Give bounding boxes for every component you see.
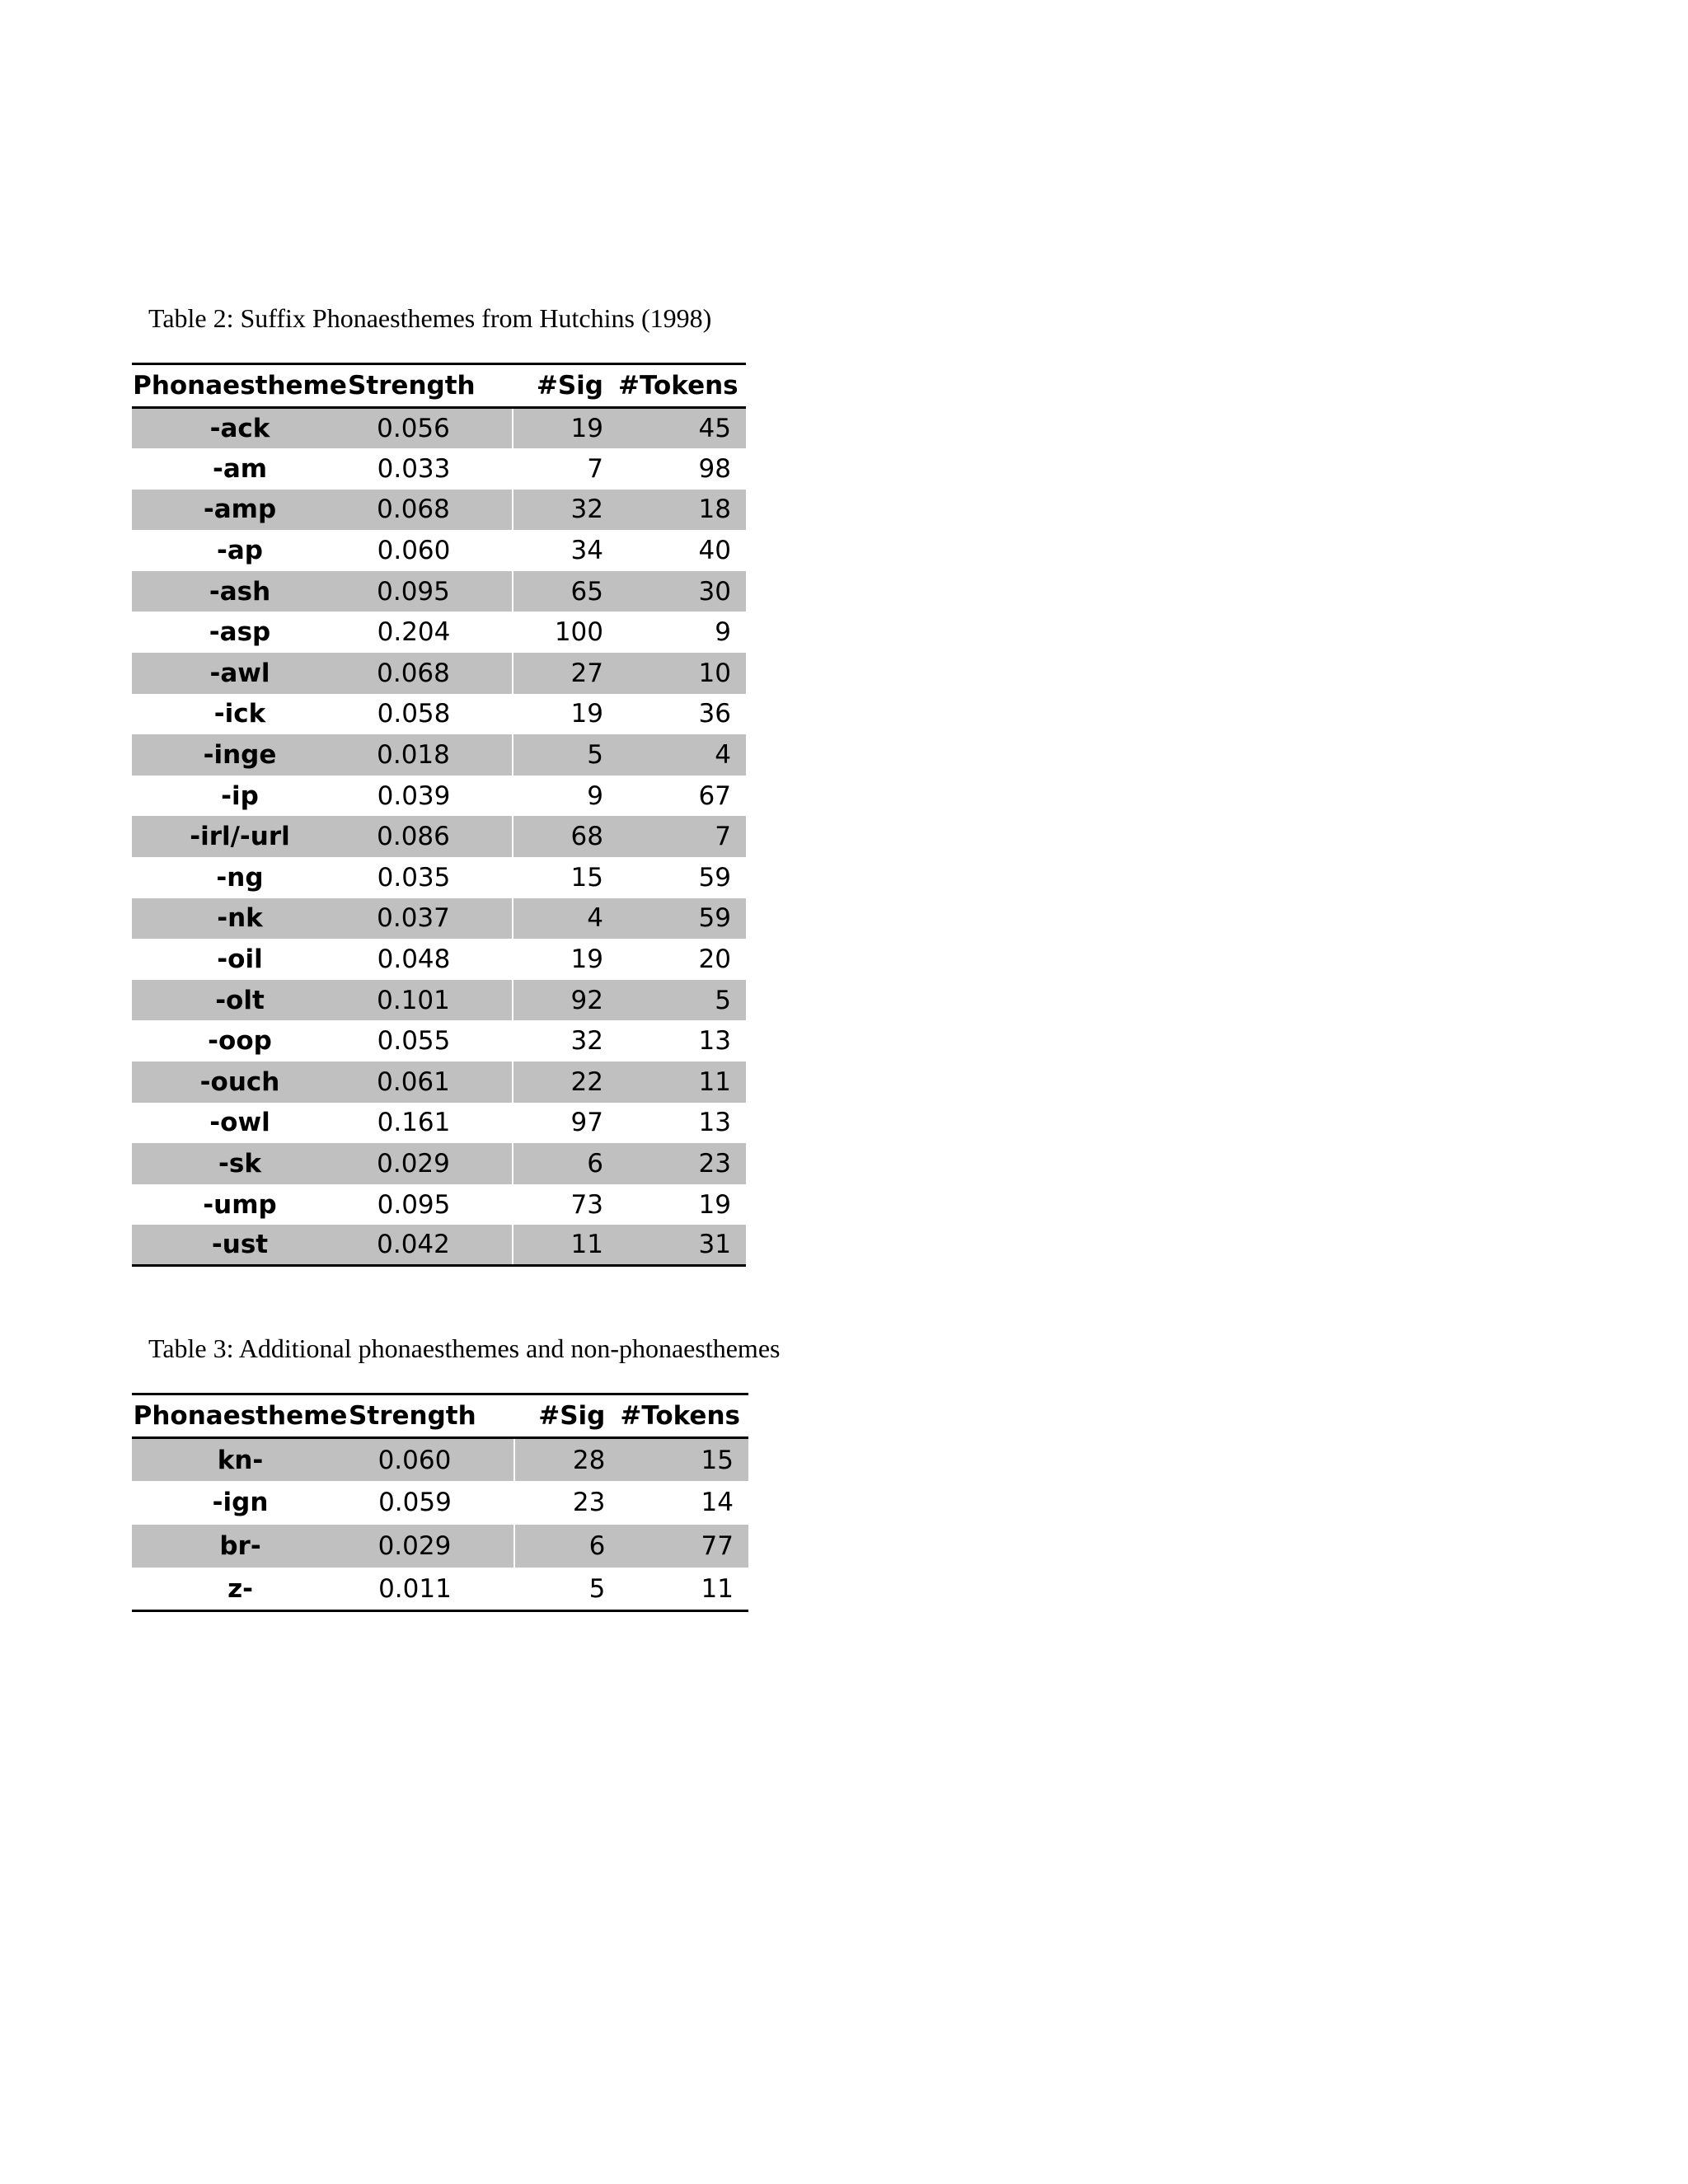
table-row: [132, 1525, 748, 1568]
cell-sig: 4: [513, 898, 618, 940]
cell-tokens: 18: [618, 490, 746, 531]
cell-strength: 0.039: [377, 780, 451, 811]
table-row: [132, 694, 746, 735]
cell-tokens: 59: [698, 862, 731, 893]
cell-tokens: 13: [698, 1026, 731, 1057]
cell-strength: 0.018: [348, 734, 513, 776]
cell-sig: 100: [554, 617, 603, 648]
cell-sig: 65: [513, 571, 618, 612]
cell-tokens: 11: [701, 1573, 734, 1604]
cell-strength: 0.058: [377, 699, 451, 729]
cell-tokens: 40: [698, 536, 731, 566]
cell-sig: 15: [570, 862, 603, 893]
table-header-row: [132, 364, 746, 408]
cell-phonaestheme: -oil: [217, 944, 263, 975]
table-row: [132, 653, 746, 694]
cell-phonaestheme: -irl/-url: [132, 816, 348, 857]
table-row: [132, 939, 746, 980]
cell-phonaestheme: kn-: [132, 1438, 349, 1482]
cell-sig: 9: [587, 780, 603, 811]
header-sig: #Sig: [538, 1401, 606, 1431]
cell-tokens: 30: [618, 571, 746, 612]
cell-tokens: 9: [715, 617, 731, 648]
table-3: [132, 1393, 748, 1612]
table-row: [132, 490, 746, 531]
cell-sig: 34: [570, 536, 603, 566]
table-row: [132, 1020, 746, 1062]
cell-sig: 19: [513, 408, 618, 449]
cell-tokens: 11: [618, 1062, 746, 1103]
cell-sig: 6: [513, 1143, 618, 1184]
cell-tokens: 5: [618, 980, 746, 1021]
cell-sig: 5: [588, 1573, 606, 1604]
table-2-caption: Table 2: Suffix Phonaesthemes from Hutchins (1998): [148, 303, 712, 333]
cell-phonaestheme: -sk: [132, 1143, 348, 1184]
cell-strength: 0.029: [349, 1525, 514, 1568]
cell-strength: 0.035: [377, 862, 451, 893]
cell-tokens: 23: [618, 1143, 746, 1184]
cell-tokens: 31: [618, 1225, 746, 1266]
table-row: [132, 776, 746, 817]
header-phonaestheme: Phonaestheme: [133, 371, 347, 401]
cell-tokens: 59: [618, 898, 746, 940]
cell-strength: 0.061: [348, 1062, 513, 1103]
cell-strength: 0.068: [348, 653, 513, 694]
header-tokens: #Tokens: [618, 371, 738, 401]
table-row: [132, 734, 746, 776]
cell-sig: 6: [514, 1525, 621, 1568]
header-tokens: #Tokens: [620, 1401, 740, 1431]
cell-tokens: 77: [620, 1525, 748, 1568]
cell-strength: 0.037: [348, 898, 513, 940]
header-phonaestheme: Phonaestheme: [133, 1401, 348, 1431]
cell-strength: 0.056: [348, 408, 513, 449]
table-row: [132, 1438, 748, 1482]
table-row: [132, 408, 746, 449]
cell-sig: 22: [513, 1062, 618, 1103]
cell-phonaestheme: -ack: [132, 408, 348, 449]
cell-phonaestheme: -awl: [132, 653, 348, 694]
cell-strength: 0.059: [378, 1488, 452, 1518]
cell-sig: 32: [570, 1026, 603, 1057]
header-strength: Strength: [348, 371, 476, 401]
cell-tokens: 45: [618, 408, 746, 449]
table-row: [132, 857, 746, 898]
cell-phonaestheme: br-: [132, 1525, 349, 1568]
cell-sig: 73: [570, 1189, 603, 1220]
cell-phonaestheme: z-: [227, 1573, 253, 1604]
table-row: [132, 612, 746, 653]
table-row: [132, 898, 746, 940]
cell-strength: 0.048: [377, 944, 451, 975]
cell-strength: 0.033: [377, 453, 451, 484]
cell-phonaestheme: -ng: [216, 862, 264, 893]
cell-strength: 0.095: [377, 1189, 451, 1220]
table-row: [132, 1568, 748, 1611]
table-row: [132, 816, 746, 857]
cell-sig: 68: [513, 816, 618, 857]
cell-strength: 0.068: [348, 490, 513, 531]
table-row: [132, 1062, 746, 1103]
cell-sig: 23: [572, 1488, 606, 1518]
cell-strength: 0.095: [348, 571, 513, 612]
cell-phonaestheme: -am: [212, 453, 268, 484]
cell-tokens: 67: [698, 780, 731, 811]
cell-phonaestheme: -asp: [209, 617, 271, 648]
cell-tokens: 20: [698, 944, 731, 975]
cell-sig: 19: [570, 699, 603, 729]
cell-phonaestheme: -ouch: [132, 1062, 348, 1103]
cell-sig: 19: [570, 944, 603, 975]
table-3-caption: Table 3: Additional phonaesthemes and non-phonaesthemes: [148, 1333, 781, 1363]
cell-strength: 0.204: [377, 617, 451, 648]
cell-strength: 0.029: [348, 1143, 513, 1184]
cell-phonaestheme: -ick: [213, 699, 266, 729]
cell-sig: 28: [514, 1438, 621, 1482]
cell-tokens: 4: [618, 734, 746, 776]
cell-tokens: 14: [701, 1488, 734, 1518]
table-row: [132, 448, 746, 490]
cell-tokens: 7: [618, 816, 746, 857]
cell-sig: 27: [513, 653, 618, 694]
cell-sig: 7: [587, 453, 603, 484]
header-sig: #Sig: [536, 371, 603, 401]
cell-strength: 0.042: [348, 1225, 513, 1266]
cell-sig: 32: [513, 490, 618, 531]
cell-sig: 5: [513, 734, 618, 776]
cell-strength: 0.101: [348, 980, 513, 1021]
cell-phonaestheme: -ump: [203, 1189, 277, 1220]
table-row: [132, 980, 746, 1021]
cell-phonaestheme: -ust: [132, 1225, 348, 1266]
cell-tokens: 19: [698, 1189, 731, 1220]
cell-strength: 0.011: [378, 1573, 452, 1604]
cell-phonaestheme: -ap: [217, 536, 263, 566]
cell-strength: 0.161: [377, 1108, 451, 1138]
cell-sig: 97: [570, 1108, 603, 1138]
table-2: [132, 363, 746, 1267]
table-row: [132, 1143, 746, 1184]
table-row: [132, 1103, 746, 1144]
table-row: [132, 571, 746, 612]
cell-tokens: 15: [620, 1438, 748, 1482]
cell-tokens: 13: [698, 1108, 731, 1138]
cell-phonaestheme: -owl: [209, 1108, 270, 1138]
cell-tokens: 36: [698, 699, 731, 729]
cell-sig: 92: [513, 980, 618, 1021]
cell-phonaestheme: -inge: [132, 734, 348, 776]
table-row: [132, 530, 746, 571]
cell-tokens: 10: [618, 653, 746, 694]
cell-sig: 11: [513, 1225, 618, 1266]
cell-strength: 0.060: [349, 1438, 514, 1482]
cell-phonaestheme: -ip: [221, 780, 259, 811]
table-header-row: [132, 1394, 748, 1438]
cell-phonaestheme: -ign: [212, 1488, 269, 1518]
cell-strength: 0.055: [377, 1026, 451, 1057]
table-row: [132, 1225, 746, 1266]
table-row: [132, 1481, 748, 1525]
table-row: [132, 1184, 746, 1226]
header-strength: Strength: [349, 1401, 476, 1431]
cell-phonaestheme: -olt: [132, 980, 348, 1021]
cell-phonaestheme: -ash: [132, 571, 348, 612]
cell-phonaestheme: -oop: [208, 1026, 272, 1057]
cell-strength: 0.086: [348, 816, 513, 857]
cell-tokens: 98: [698, 453, 731, 484]
cell-strength: 0.060: [377, 536, 451, 566]
cell-phonaestheme: -amp: [132, 490, 348, 531]
cell-phonaestheme: -nk: [132, 898, 348, 940]
